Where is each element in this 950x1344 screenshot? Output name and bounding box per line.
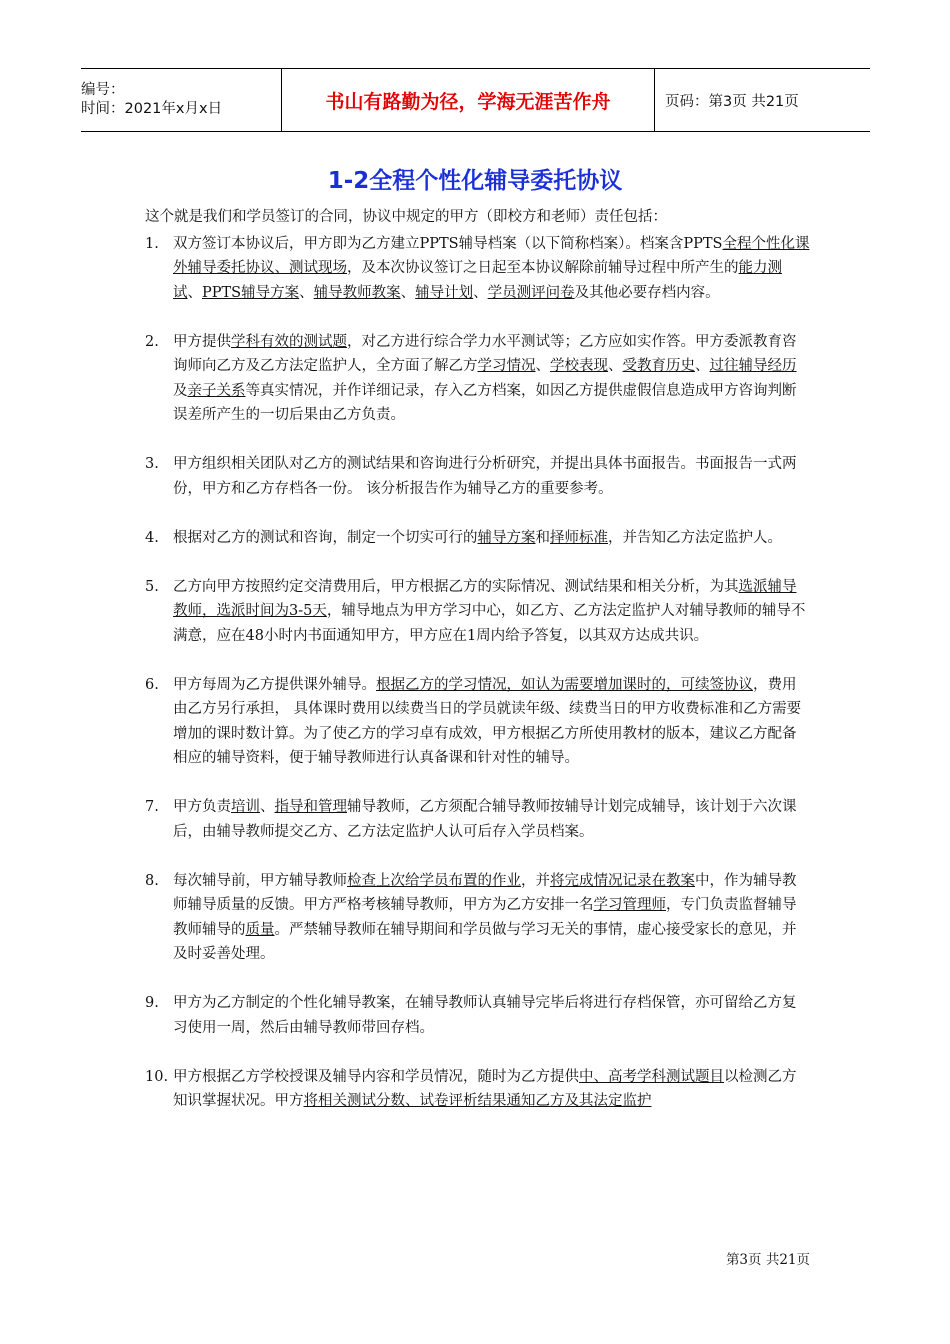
document-title: 1-2全程个性化辅导委托协议 [327,168,623,194]
clause-item [145,575,810,649]
header-right [655,69,870,131]
clause-text: 和 [535,529,550,546]
underlined-text: 能力测试 [173,260,782,301]
clause-text: 、 [187,284,202,301]
underlined-text: 中、高考学科测试题目 [579,1068,724,1085]
clause-text: ，及本次协议签订之日起至本协议解除前辅导过程中所产生的 [347,260,739,276]
clause-item [145,991,810,1040]
clause-text: 等真实情况，并作详细记录，存入乙方档案，如因乙方提供虚假信息造成甲方咨询判断误差所产生的一切后果由乙方负责。 [173,382,797,423]
underlined-text: 择师标准 [550,529,608,546]
clause-text: 乙方向甲方按照约定交清费用后，甲方根据乙方的实际情况、测试结果和相关分析，为其 [173,578,739,595]
header-number: 编号： [81,82,125,98]
clause-text: 、 [473,284,488,301]
clause-text: 及 [173,382,188,399]
clause-item [145,526,810,551]
header-motto-text: 书山有路勤为径，学海无涯苦作舟 [325,90,611,113]
clause-text: 、 [299,284,314,301]
clause-number: 3. [145,456,159,472]
clause-text: 、 [535,358,550,374]
clause-text: 、 [260,799,275,815]
clause-number: 2. [145,333,159,350]
clause-text: 甲方提供 [173,333,231,350]
underlined-text: 亲子关系 [187,382,246,399]
underlined-text: 全程个性化课外辅导委托协议、测试现场 [173,235,810,276]
clause-text: ，费用由乙方另行承担， 具体课时费用以续费当日的学员就读年级、续费当日的甲方收费标准和乙方需要增加的课时数计算。为了使乙方的学习卓有成效，甲方根据乙方所使用教材的版本，建议乙方配备相应的辅导资料，便于辅导教师进行认真备课和针对性的辅导。 [173,676,802,766]
page-header [81,68,870,132]
underlined-text: 学习管理师 [593,897,666,913]
clause-item [145,795,810,844]
clause-text: ，并 [521,872,550,889]
clause-item [145,452,810,501]
header-motto [281,69,655,131]
page-footer: 第3页 共21页 [725,1252,810,1268]
clause-item [145,1065,810,1114]
clause-text: ，辅导地点为甲方学习中心，如乙方、乙方法定监护人对辅导教师的辅导不满意，应在48小时内书面通知甲方，甲方应在1周内给予答复，以其双方达成共识。 [173,603,806,644]
underlined-text: 辅导方案 [477,529,536,546]
clause-list [145,232,810,1114]
underlined-text: PPTS辅导方案 [202,284,300,301]
clause-item [145,869,810,967]
clause-text: 中，作为辅导教师辅导质量的反馈。甲方严格考核辅导教师，甲方为乙方安排一名 [173,872,797,913]
underlined-text: 过往辅导经历 [709,358,797,374]
underlined-text: 辅导计划 [415,284,474,301]
clause-number: 9. [145,995,159,1011]
clause-text: 甲方为乙方制定的个性化辅导教案，在辅导教师认真辅导完毕后将进行存档保管，亦可留给乙方复习使用一周，然后由辅导教师带回存档。 [173,995,797,1036]
intro-paragraph: 这个就是我们和学员签订的合同，协议中规定的甲方（即校方和老师）责任包括： [145,209,667,225]
underlined-text: 学员测评问卷 [487,284,575,301]
underlined-text: 指导和管理 [274,799,347,815]
clause-text: 、 [400,284,416,301]
clause-text: 甲方组织相关团队对乙方的测试结果和咨询进行分析研究，并提出具体书面报告。书面报告一式两份，甲方和乙方存档各一份。 该分析报告作为辅导乙方的重要参考。 [173,456,797,497]
clause-text: 。严禁辅导教师在辅导期间和学员做与学习无关的事情，虚心接受家长的意见，并及时妥善处理。 [173,921,797,962]
clause-number: 8. [145,872,159,889]
clause-number: 4. [145,529,159,546]
underlined-text: 选派辅导教师，选派时间为3-5天 [173,578,797,619]
clause-text: 甲方每周为乙方提供课外辅导。 [173,676,376,693]
clause-number: 1. [145,235,159,252]
underlined-text: 辅导教师教案 [313,284,401,301]
underlined-text: 学习情况 [477,358,536,374]
clause-text: 及其他必要存档内容。 [574,284,720,301]
clause-text: 甲方根据乙方学校授课及辅导内容和学员情况，随时为乙方提供 [173,1068,579,1085]
clause-text: 辅导教师，乙方须配合辅导教师按辅导计划完成辅导，该计划于六次课后，由辅导教师提交乙方、乙方法定监护人认可后存入学员档案。 [173,799,797,840]
underlined-text: 学科有效的测试题 [231,333,347,350]
header-left [81,69,281,131]
underlined-text: 培训 [231,799,260,815]
underlined-text: 将完成情况记录在教案 [550,872,695,889]
clause-text: 甲方负责 [173,799,231,815]
clause-text: 双方签订本协议后，甲方即为乙方建立PPTS辅导档案（以下简称档案）。档案含PPTS [173,235,723,252]
clause-text: 、 [608,358,623,374]
clause-number: 6. [145,676,159,693]
underlined-text: 检查上次给学员布置的作业 [347,872,521,889]
clause-item [145,673,810,771]
clause-text: 每次辅导前，甲方辅导教师 [173,872,347,889]
clause-number: 10. [145,1068,169,1085]
underlined-text: 将相关测试分数、试卷评析结果通知乙方及其法定监护 [303,1093,652,1109]
clause-text: ，专门负责监督辅导教师辅导的 [173,897,797,938]
clause-text: ，并告知乙方法定监护人。 [608,529,782,546]
clause-item [145,232,810,306]
clause-item [145,330,810,428]
clause-text: 根据对乙方的测试和咨询，制定一个切实可行的 [173,529,478,546]
clause-number: 7. [145,799,159,815]
clause-text: 、 [695,358,710,374]
header-page-number: 页码：第3页 共21页 [665,93,799,110]
clause-number: 5. [145,578,159,595]
clause-text: ，对乙方进行综合学力水平测试等；乙方应如实作答。甲方委派教育咨询师向乙方及乙方法定监护人，全方面了解乙方 [173,333,797,374]
clause-text: 以检测乙方知识掌握状况。甲方 [173,1068,797,1109]
underlined-text: 受教育历史 [622,358,695,374]
underlined-text: 根据乙方的学习情况，如认为需要增加课时的，可续签协议 [376,676,753,693]
document-body [145,205,810,1138]
underlined-text: 质量 [245,921,275,938]
underlined-text: 学校表现 [550,358,608,374]
header-date: 时间：2021年x月x日 [81,101,223,117]
